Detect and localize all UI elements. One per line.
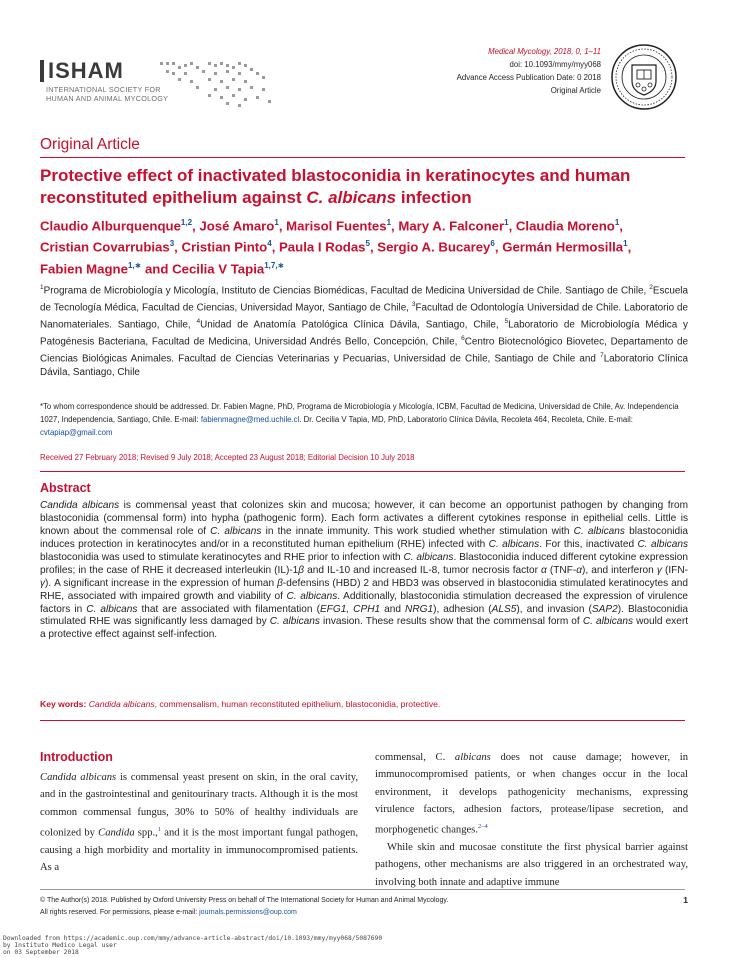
author-name: Cecilia V Tapia <box>172 261 265 277</box>
text-run: ALS5 <box>491 603 517 615</box>
keywords: Key words: Candida albicans, commensalism, human reconstituted epithelium, blastoconidia, protective. <box>40 699 441 709</box>
text-run: ), and invasion ( <box>516 603 592 615</box>
author-affiliation-marker: 1,7,∗ <box>264 260 285 270</box>
text-run: γ <box>656 564 662 576</box>
article-dates: Received 27 February 2018; Revised 9 July 2018; Accepted 23 August 2018; Editorial Decision 10 July 2018 <box>40 453 415 462</box>
affiliation-number: 2 <box>649 284 653 291</box>
author-name: Sergio A. Bucarey <box>377 239 491 255</box>
text-run: C. albicans <box>86 603 138 615</box>
author-name: Cristian Covarrubias <box>40 239 170 255</box>
affiliation-number: 6 <box>461 335 465 343</box>
text-run: commensal, C. <box>375 752 455 763</box>
text-run: α <box>541 564 547 576</box>
text-run: ). Blastoconidia stimulated RHE was significantly less damaged by <box>40 603 688 628</box>
text-run: . Blastoconidia induced different cytokine expression profiles; in the case of RHE it decreased interleukin (IL)-1 <box>40 551 689 576</box>
introduction-heading: Introduction <box>40 750 113 764</box>
text-run: in the innate immunity. This work studied whether stimulation with <box>261 525 574 537</box>
doi: doi: 10.1093/mmy/myy068 <box>509 60 601 69</box>
isham-pixel-map-icon <box>152 58 282 110</box>
divider <box>40 720 685 721</box>
text-run: would exert a protective effect against self-infection. <box>40 616 689 641</box>
text-run: blastoconidia induces protection in keratinocytes and/or in a reconstituted human epithelium (RHE) infected with <box>40 525 689 550</box>
journal-citation: Medical Mycology, 2018, 0, 1–11 <box>488 47 601 56</box>
paragraph <box>375 749 688 839</box>
text-run: C. albicans <box>269 616 320 628</box>
advance-access-date: Advance Access Publication Date: 0 2018 <box>456 73 601 82</box>
author-affiliation-marker: 1 <box>623 239 628 249</box>
text-run: invasion. These results show that the commensal form of <box>319 616 583 628</box>
author-name: Cristian Pinto <box>181 239 268 255</box>
text-run: C. albicans <box>488 538 540 550</box>
text-run: EFG1, CPH1 <box>319 603 381 615</box>
affiliation-text: Laboratorio de Microbiología Médica y Patogénesis Bacteriana, Facultad de Medicina, Universidad Andrés Bello, Concepción, Chile, <box>40 319 688 348</box>
text-run: -defensins (HBD) 2 and HBD3 was observed in blastoconidia stimulated keratinocytes and RHE, associated with impaired growth and viability of <box>40 577 688 602</box>
text-run: Candida albicans <box>40 772 117 783</box>
text-run: (IFN- <box>661 564 688 576</box>
divider <box>40 889 685 890</box>
text-run: C. albicans <box>573 525 625 537</box>
article-type: Original Article <box>40 136 140 153</box>
abstract-heading: Abstract <box>40 481 91 495</box>
affiliation-text: Facultad de Odontología Universidad de Chile. Laboratorio de Nanomateriales. Santiago, Chile, <box>40 302 689 331</box>
text-run: Candida albicans <box>40 500 120 511</box>
text-run: and it is the most important fungal pathogen, causing a high morbidity and mortality in immunocompromised patients. As a <box>40 827 358 874</box>
text-run: is commensal yeast present on skin, in the oral cavity, and in the gastrointestinal and genitourinary tracts. Although it is the most common commensal fungus, 30% to 50% of healthy individuals are colonized by <box>40 772 358 839</box>
text-run: (TNF- <box>546 564 577 576</box>
download-watermark: Downloaded from https://academic.oup.com/mmy/advance-article-abstract/doi/10.1093/mmy/myy068/5087690 by Instituto Medico Legal user on 03 September 2018 <box>3 935 383 957</box>
affiliations <box>40 281 688 380</box>
text-run: . Additionally, blastoconidia stimulation decreased the expression of virulence factors in <box>40 590 688 615</box>
affiliation-number: 7 <box>600 352 604 360</box>
affiliation-number: 1 <box>40 284 44 291</box>
text-run: β <box>277 577 283 589</box>
text-run: γ <box>40 577 46 589</box>
article-type-small: Original Article <box>550 86 601 95</box>
text-run: C. albicans <box>403 551 454 563</box>
oxford-seal-icon <box>610 43 678 111</box>
page-number: 1 <box>683 895 688 905</box>
correspondence-note: *To whom correspondence should be addressed. Dr. Fabien Magne, PhD, Programa de Microbiología y Micología, ICBM, Facultad de Medicina, Universidad de Chile, Av. Independencia 1027, Independencia, Santiago, Chile. E-mail: fabienmagne@med.uchile.cl. Dr. Cecilia V Tapia, MD, PhD, Laboratorio Clínica Dávila, Recoleta 464, Recoleta, Chile. E-mail: cvtapiap@gmail.com <box>40 402 679 437</box>
text-run: NRG1 <box>405 603 434 615</box>
author-affiliation-marker: 1 <box>274 218 279 227</box>
text-run: α <box>576 564 582 576</box>
author-affiliation-marker: 1,∗ <box>127 260 142 270</box>
text-run: ), adhesion ( <box>433 603 492 615</box>
text-run: C. albicans <box>286 590 338 602</box>
author-name: Germán Hermosilla <box>502 239 624 255</box>
isham-logo-subtitle: INTERNATIONAL SOCIETY FOR HUMAN AND ANIMAL MYCOLOGY <box>46 85 169 103</box>
affiliation-text: Centro Biotecnológico Biovetec, Departamento de Ciencias Biológicas Animales. Facultad de Ciencias Veterinarias y Pecuarias, Universidad de Chile, Santiago de Chile and <box>40 336 689 365</box>
affiliation-number: 5 <box>504 318 509 326</box>
text-run: SAP2 <box>591 603 618 615</box>
affiliation-number: 3 <box>411 301 416 309</box>
introduction-right-column <box>375 749 688 891</box>
text-run: is commensal yeast that colonizes skin and mucosa; however, it can become an opportunist pathogen by changing from blastoconidia (commensal form) into hypha (pathogenic form). Each form activates a different cytokines response in epithelial cells. Little is known about the commensal role of <box>40 500 688 537</box>
copyright-footer: © The Author(s) 2018. Published by Oxford University Press on behalf of The International Society for Human and Animal Mycology. All rights reserved. For permissions, please e-mail: journals.permissions@oup.com <box>40 897 449 916</box>
text-run: Candida <box>98 827 135 839</box>
keywords-label: Key words: <box>40 699 87 709</box>
text-run: ). A significant increase in the expression of human <box>45 577 278 589</box>
journal-metadata <box>341 45 601 97</box>
divider <box>40 157 685 158</box>
affiliation-text: Escuela de Tecnología Médica, Facultad de Ciencias, Universidad Mayor, Santiago de Chile, <box>40 285 688 314</box>
author-affiliation-marker: 1 <box>614 218 620 227</box>
article-title: Protective effect of inactivated blastoconidia in keratinocytes and human reconstituted epithelium against C. albicans infection <box>40 166 631 207</box>
permissions-email-link[interactable]: journals.permissions@oup.com <box>199 909 297 916</box>
author-affiliation-marker: 1 <box>504 218 509 227</box>
paragraph: While skin and mucosae constitute the first physical barrier against pathogens, other mechanisms are also triggered in an orchestrated way, involving both innate and adaptive immune <box>375 842 688 888</box>
author-affiliation-marker: 1 <box>386 218 392 227</box>
affiliation-text: Laboratorio Clínica Dávila, Santiago, Chile <box>40 353 688 379</box>
text-run: C. albicans <box>637 538 689 550</box>
author-name: Mary A. Falconer <box>398 218 505 234</box>
author-affiliation-marker: 4 <box>267 239 272 249</box>
author-affiliation-marker: 5 <box>365 239 370 249</box>
author-list: Claudio Alburquenque$^{1,2}$, José Amaro$^1$, Marisol Fuentes$^1$, Mary A. Falconer$^1$, Claudia Moreno$^1$, Cristian Covarrubias$^3$, Cristian Pinto$^4$, Paula I Rodas$^5$, Sergio A. Bucarey$^6$, Germán Hermosilla$^1$, Fabien Magne$^{1,∗}$ and Cecilia V Tapia$^{1,7,∗}$ <box>40 218 632 277</box>
text-run: C. albicans <box>210 525 262 537</box>
text-run: that are associated with filamentation ( <box>137 603 320 615</box>
divider <box>40 471 685 472</box>
author-affiliation-marker: 3 <box>169 239 175 249</box>
author-affiliation-marker: 1,2 <box>180 218 193 227</box>
abstract-body <box>40 500 688 642</box>
author-name: Fabien Magne <box>40 261 128 277</box>
text-run: albicans <box>454 752 491 763</box>
text-run: blastoconidia was used to stimulate keratinocytes and RHE prior to infection with <box>40 551 404 563</box>
author-name: José Amaro <box>199 218 275 234</box>
email-link[interactable]: cvtapiap@gmail.com <box>40 427 113 437</box>
citation-ref[interactable]: 2–4 <box>477 823 488 831</box>
author-affiliation-marker: 6 <box>490 239 495 249</box>
affiliation-text: Programa de Microbiología y Micología, Instituto de Ciencias Biomédicas, Facultad de Medicina Universidad de Chile. Santiago de Chile, <box>43 285 650 297</box>
text-run: and IL-10 and increased IL-8, tumor necrosis factor <box>304 564 542 576</box>
text-run: does not cause damage; however, in immunocompromised patients, or when changes occur in the local environment, it develops pathogenicity mechanisms, expressing virulence factors, adhesion factors, protease/lipase secretion, and morphogenetic changes. <box>375 752 688 836</box>
text-run: and <box>380 603 406 615</box>
text-run: . For this, inactivated <box>539 538 638 550</box>
email-link[interactable]: fabienmagne@med.uchile.cl <box>200 414 300 424</box>
author-name: Marisol Fuentes <box>286 218 387 234</box>
affiliation-text: Unidad de Anatomía Patológica Clínica Dávila, Santiago, Chile, <box>200 319 505 331</box>
introduction-left-column <box>40 769 358 876</box>
author-name: Paula I Rodas <box>279 239 366 255</box>
isham-logo <box>40 58 280 113</box>
text-run: C. albicans <box>582 616 634 628</box>
isham-logo-wordmark: ISHAM <box>40 58 124 84</box>
text-run: ), and interferon <box>581 564 657 576</box>
author-name: Claudio Alburquenque <box>40 218 181 234</box>
text-run: spp., <box>134 827 158 839</box>
author-name: Claudia Moreno <box>515 218 615 234</box>
affiliation-number: 4 <box>196 318 201 326</box>
text-run: β <box>298 564 305 576</box>
citation-ref[interactable]: 1 <box>157 825 162 833</box>
